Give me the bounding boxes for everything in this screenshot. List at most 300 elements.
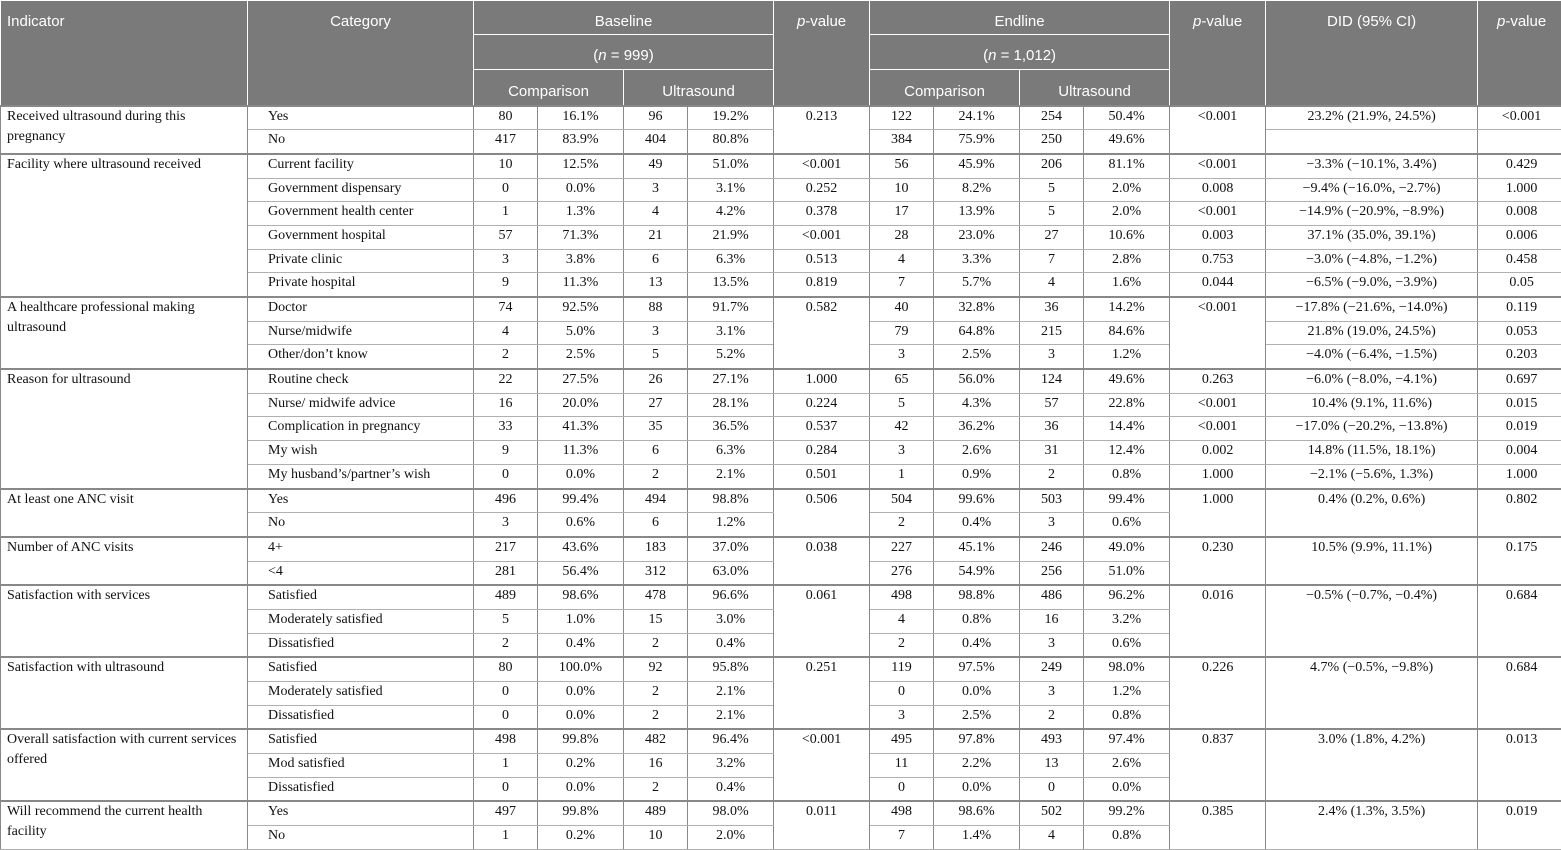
endline-pvalue-cell: 0.753	[1170, 249, 1266, 273]
endline-value-cell: 65	[870, 369, 934, 393]
table-row	[1, 801, 1561, 825]
baseline-value-cell: 9	[474, 441, 538, 465]
endline-value-cell: 3	[1020, 345, 1084, 369]
baseline-value-cell: 11.3%	[538, 441, 624, 465]
baseline-pvalue-cell: 0.819	[774, 273, 870, 297]
did-pvalue-cell	[1478, 130, 1561, 154]
endline-value-cell: 2	[870, 633, 934, 657]
endline-value-cell: 0.0%	[934, 682, 1020, 706]
endline-value-cell: 2	[1020, 464, 1084, 488]
baseline-pvalue-cell: 0.213	[774, 106, 870, 154]
baseline-value-cell: 33	[474, 417, 538, 441]
endline-value-cell: 3	[1020, 633, 1084, 657]
category-cell: Government dispensary	[248, 178, 474, 202]
did-pvalue-cell: 0.684	[1478, 585, 1561, 657]
baseline-value-cell: 92.5%	[538, 297, 624, 321]
table-row	[1, 657, 1561, 681]
did-pvalue-cell: 0.053	[1478, 321, 1561, 345]
baseline-value-cell: 56.4%	[538, 561, 624, 585]
did-pvalue-cell: 0.175	[1478, 537, 1561, 585]
baseline-value-cell: 489	[474, 585, 538, 609]
table-body	[1, 106, 1561, 850]
baseline-value-cell: 27	[624, 393, 688, 417]
table-header	[1, 1, 1561, 106]
baseline-value-cell: 3.1%	[688, 321, 774, 345]
endline-value-cell: 84.6%	[1084, 321, 1170, 345]
baseline-value-cell: 16.1%	[538, 106, 624, 130]
endline-value-cell: 504	[870, 489, 934, 513]
baseline-value-cell: 21	[624, 225, 688, 249]
baseline-value-cell: 0	[474, 705, 538, 729]
baseline-value-cell: 6.3%	[688, 441, 774, 465]
did-cell: −6.5% (−9.0%, −3.9%)	[1266, 273, 1478, 297]
endline-value-cell: 5.7%	[934, 273, 1020, 297]
category-cell: Government hospital	[248, 225, 474, 249]
baseline-value-cell: 4	[474, 321, 538, 345]
category-cell: Current facility	[248, 154, 474, 178]
endline-value-cell: 49.6%	[1084, 130, 1170, 154]
endline-value-cell: 36	[1020, 297, 1084, 321]
baseline-value-cell: 19.2%	[688, 106, 774, 130]
baseline-pvalue-cell: <0.001	[774, 729, 870, 801]
baseline-value-cell: 74	[474, 297, 538, 321]
baseline-value-cell: 1.2%	[688, 513, 774, 537]
endline-value-cell: 96.2%	[1084, 585, 1170, 609]
baseline-value-cell: 404	[624, 130, 688, 154]
endline-value-cell: 119	[870, 657, 934, 681]
endline-value-cell: 23.0%	[934, 225, 1020, 249]
endline-value-cell: 10.6%	[1084, 225, 1170, 249]
baseline-value-cell: 2	[624, 705, 688, 729]
baseline-value-cell: 6.3%	[688, 249, 774, 273]
baseline-value-cell: 83.9%	[538, 130, 624, 154]
did-cell: −3.0% (−4.8%, −1.2%)	[1266, 249, 1478, 273]
baseline-value-cell: 27.1%	[688, 369, 774, 393]
endline-pvalue-cell: 0.002	[1170, 441, 1266, 465]
did-cell: 10.4% (9.1%, 11.6%)	[1266, 393, 1478, 417]
category-cell: My wish	[248, 441, 474, 465]
category-cell: Dissatisfied	[248, 633, 474, 657]
endline-value-cell: 64.8%	[934, 321, 1020, 345]
category-cell: My husband’s/partner’s wish	[248, 464, 474, 488]
baseline-value-cell: 1.0%	[538, 609, 624, 633]
category-cell: Private clinic	[248, 249, 474, 273]
baseline-value-cell: 95.8%	[688, 657, 774, 681]
endline-pvalue-cell: 0.008	[1170, 178, 1266, 202]
endline-value-cell: 28	[870, 225, 934, 249]
baseline-value-cell: 312	[624, 561, 688, 585]
baseline-value-cell: 3	[624, 321, 688, 345]
baseline-value-cell: 13.5%	[688, 273, 774, 297]
did-pvalue-cell: 0.119	[1478, 297, 1561, 321]
table-row	[1, 585, 1561, 609]
endline-value-cell: 12.4%	[1084, 441, 1170, 465]
endline-value-cell: 254	[1020, 106, 1084, 130]
endline-pvalue-cell: 0.230	[1170, 537, 1266, 585]
endline-value-cell: 1.2%	[1084, 345, 1170, 369]
baseline-value-cell: 4	[624, 202, 688, 226]
did-pvalue-cell: 0.019	[1478, 417, 1561, 441]
endline-value-cell: 3.2%	[1084, 609, 1170, 633]
endline-value-cell: 2.5%	[934, 705, 1020, 729]
endline-value-cell: 99.2%	[1084, 801, 1170, 825]
endline-value-cell: 493	[1020, 729, 1084, 753]
did-pvalue-cell: 0.008	[1478, 202, 1561, 226]
endline-value-cell: 4	[1020, 826, 1084, 850]
table-row	[1, 729, 1561, 753]
baseline-value-cell: 51.0%	[688, 154, 774, 178]
endline-pvalue-cell: 0.837	[1170, 729, 1266, 801]
endline-value-cell: 2.0%	[1084, 202, 1170, 226]
baseline-value-cell: 11.3%	[538, 273, 624, 297]
baseline-value-cell: 22	[474, 369, 538, 393]
endline-value-cell: 0	[1020, 777, 1084, 801]
header-endline-comparison: Comparison	[870, 70, 1020, 106]
endline-value-cell: 98.0%	[1084, 657, 1170, 681]
endline-value-cell: 2.0%	[1084, 178, 1170, 202]
baseline-value-cell: 99.8%	[538, 801, 624, 825]
baseline-value-cell: 100.0%	[538, 657, 624, 681]
baseline-value-cell: 281	[474, 561, 538, 585]
endline-value-cell: 0.4%	[934, 513, 1020, 537]
baseline-value-cell: 1.3%	[538, 202, 624, 226]
header-baseline-ultrasound: Ultrasound	[624, 70, 774, 106]
endline-value-cell: 14.2%	[1084, 297, 1170, 321]
did-cell: −2.1% (−5.6%, 1.3%)	[1266, 464, 1478, 488]
endline-value-cell: 227	[870, 537, 934, 561]
baseline-value-cell: 80	[474, 657, 538, 681]
baseline-value-cell: 1	[474, 754, 538, 778]
baseline-value-cell: 497	[474, 801, 538, 825]
category-cell: <4	[248, 561, 474, 585]
did-pvalue-cell: 0.015	[1478, 393, 1561, 417]
baseline-value-cell: 0.2%	[538, 826, 624, 850]
indicator-cell: Satisfaction with ultrasound	[1, 657, 248, 729]
endline-pvalue-cell: 0.263	[1170, 369, 1266, 393]
endline-value-cell: 498	[870, 801, 934, 825]
endline-value-cell: 250	[1020, 130, 1084, 154]
endline-value-cell: 124	[1020, 369, 1084, 393]
table-row	[1, 297, 1561, 321]
baseline-value-cell: 0.6%	[538, 513, 624, 537]
endline-value-cell: 215	[1020, 321, 1084, 345]
baseline-pvalue-cell: 0.513	[774, 249, 870, 273]
baseline-value-cell: 5	[624, 345, 688, 369]
did-pvalue-cell: 0.684	[1478, 657, 1561, 729]
baseline-value-cell: 496	[474, 489, 538, 513]
endline-value-cell: 97.4%	[1084, 729, 1170, 753]
endline-value-cell: 0.6%	[1084, 633, 1170, 657]
endline-pvalue-cell: <0.001	[1170, 417, 1266, 441]
category-cell: 4+	[248, 537, 474, 561]
endline-value-cell: 4	[1020, 273, 1084, 297]
did-pvalue-cell: 0.006	[1478, 225, 1561, 249]
endline-value-cell: 24.1%	[934, 106, 1020, 130]
baseline-value-cell: 28.1%	[688, 393, 774, 417]
baseline-value-cell: 2.0%	[688, 826, 774, 850]
endline-pvalue-cell: <0.001	[1170, 154, 1266, 178]
endline-value-cell: 97.5%	[934, 657, 1020, 681]
baseline-value-cell: 2.1%	[688, 682, 774, 706]
endline-pvalue-cell: <0.001	[1170, 202, 1266, 226]
baseline-value-cell: 3	[624, 178, 688, 202]
header-pvalue-baseline: p-value	[774, 1, 870, 106]
did-cell: −6.0% (−8.0%, −4.1%)	[1266, 369, 1478, 393]
endline-value-cell: 4.3%	[934, 393, 1020, 417]
baseline-value-cell: 10	[624, 826, 688, 850]
baseline-value-cell: 63.0%	[688, 561, 774, 585]
baseline-pvalue-cell: 0.038	[774, 537, 870, 585]
endline-value-cell: 5	[1020, 178, 1084, 202]
endline-value-cell: 81.1%	[1084, 154, 1170, 178]
baseline-value-cell: 92	[624, 657, 688, 681]
baseline-value-cell: 96.4%	[688, 729, 774, 753]
did-cell: −14.9% (−20.9%, −8.9%)	[1266, 202, 1478, 226]
endline-value-cell: 16	[1020, 609, 1084, 633]
baseline-value-cell: 5	[474, 609, 538, 633]
baseline-pvalue-cell: 0.252	[774, 178, 870, 202]
category-cell: Mod satisfied	[248, 754, 474, 778]
baseline-value-cell: 6	[624, 513, 688, 537]
endline-value-cell: 2.8%	[1084, 249, 1170, 273]
baseline-value-cell: 98.0%	[688, 801, 774, 825]
baseline-value-cell: 57	[474, 225, 538, 249]
did-cell: 37.1% (35.0%, 39.1%)	[1266, 225, 1478, 249]
did-pvalue-cell: 0.203	[1478, 345, 1561, 369]
indicator-cell: At least one ANC visit	[1, 489, 248, 537]
baseline-value-cell: 16	[474, 393, 538, 417]
baseline-value-cell: 2	[624, 777, 688, 801]
endline-value-cell: 7	[870, 273, 934, 297]
baseline-value-cell: 2	[474, 345, 538, 369]
category-cell: Satisfied	[248, 729, 474, 753]
endline-value-cell: 49.6%	[1084, 369, 1170, 393]
endline-value-cell: 75.9%	[934, 130, 1020, 154]
baseline-value-cell: 26	[624, 369, 688, 393]
endline-pvalue-cell: 0.226	[1170, 657, 1266, 729]
baseline-value-cell: 0.0%	[538, 464, 624, 488]
did-pvalue-cell: <0.001	[1478, 106, 1561, 130]
endline-value-cell: 206	[1020, 154, 1084, 178]
baseline-pvalue-cell: 0.284	[774, 441, 870, 465]
did-cell: 10.5% (9.9%, 11.1%)	[1266, 537, 1478, 585]
did-cell: 23.2% (21.9%, 24.5%)	[1266, 106, 1478, 130]
endline-pvalue-cell: 0.003	[1170, 225, 1266, 249]
endline-value-cell: 0.0%	[1084, 777, 1170, 801]
category-cell: No	[248, 826, 474, 850]
endline-value-cell: 0.4%	[934, 633, 1020, 657]
baseline-value-cell: 0.0%	[538, 777, 624, 801]
category-cell: Government health center	[248, 202, 474, 226]
did-pvalue-cell: 1.000	[1478, 464, 1561, 488]
indicator-cell: A healthcare professional making ultrasound	[1, 297, 248, 369]
baseline-value-cell: 43.6%	[538, 537, 624, 561]
baseline-value-cell: 494	[624, 489, 688, 513]
endline-value-cell: 1	[870, 464, 934, 488]
did-cell: 2.4% (1.3%, 3.5%)	[1266, 801, 1478, 849]
category-cell: Satisfied	[248, 585, 474, 609]
baseline-value-cell: 2	[474, 633, 538, 657]
endline-value-cell: 246	[1020, 537, 1084, 561]
endline-value-cell: 49.0%	[1084, 537, 1170, 561]
endline-value-cell: 1.6%	[1084, 273, 1170, 297]
baseline-value-cell: 0.4%	[688, 777, 774, 801]
category-cell: Complication in pregnancy	[248, 417, 474, 441]
endline-value-cell: 97.8%	[934, 729, 1020, 753]
baseline-value-cell: 2	[624, 633, 688, 657]
endline-value-cell: 36	[1020, 417, 1084, 441]
indicator-cell: Received ultrasound during this pregnancy	[1, 106, 248, 154]
endline-pvalue-cell: <0.001	[1170, 106, 1266, 154]
baseline-value-cell: 37.0%	[688, 537, 774, 561]
baseline-value-cell: 10	[474, 154, 538, 178]
did-cell: 4.7% (−0.5%, −9.8%)	[1266, 657, 1478, 729]
baseline-value-cell: 16	[624, 754, 688, 778]
baseline-value-cell: 2.1%	[688, 464, 774, 488]
baseline-pvalue-cell: 0.537	[774, 417, 870, 441]
endline-value-cell: 2	[1020, 705, 1084, 729]
indicator-cell: Overall satisfaction with current services offered	[1, 729, 248, 801]
baseline-value-cell: 3.1%	[688, 178, 774, 202]
endline-value-cell: 32.8%	[934, 297, 1020, 321]
header-endline-n: (n = 1,012)	[870, 35, 1170, 70]
endline-value-cell: 0.0%	[934, 777, 1020, 801]
did-cell: −4.0% (−6.4%, −1.5%)	[1266, 345, 1478, 369]
endline-value-cell: 40	[870, 297, 934, 321]
baseline-value-cell: 21.9%	[688, 225, 774, 249]
category-cell: Private hospital	[248, 273, 474, 297]
did-cell: −17.8% (−21.6%, −14.0%)	[1266, 297, 1478, 321]
did-cell: 0.4% (0.2%, 0.6%)	[1266, 489, 1478, 537]
table-row	[1, 154, 1561, 178]
endline-value-cell: 1.4%	[934, 826, 1020, 850]
baseline-value-cell: 5.2%	[688, 345, 774, 369]
baseline-value-cell: 96	[624, 106, 688, 130]
did-pvalue-cell: 0.013	[1478, 729, 1561, 801]
baseline-pvalue-cell: <0.001	[774, 225, 870, 249]
endline-value-cell: 1.2%	[1084, 682, 1170, 706]
endline-value-cell: 56.0%	[934, 369, 1020, 393]
endline-value-cell: 2.2%	[934, 754, 1020, 778]
category-cell: Doctor	[248, 297, 474, 321]
baseline-value-cell: 417	[474, 130, 538, 154]
did-pvalue-cell: 0.05	[1478, 273, 1561, 297]
endline-value-cell: 0.6%	[1084, 513, 1170, 537]
endline-value-cell: 7	[1020, 249, 1084, 273]
baseline-value-cell: 498	[474, 729, 538, 753]
endline-pvalue-cell: <0.001	[1170, 393, 1266, 417]
did-cell: 3.0% (1.8%, 4.2%)	[1266, 729, 1478, 801]
endline-value-cell: 7	[870, 826, 934, 850]
table-row	[1, 369, 1561, 393]
indicator-cell: Will recommend the current health facility	[1, 801, 248, 849]
endline-value-cell: 4	[870, 609, 934, 633]
endline-pvalue-cell: 1.000	[1170, 464, 1266, 488]
did-cell: −0.5% (−0.7%, −0.4%)	[1266, 585, 1478, 657]
baseline-value-cell: 9	[474, 273, 538, 297]
endline-value-cell: 13	[1020, 754, 1084, 778]
did-pvalue-cell: 1.000	[1478, 178, 1561, 202]
baseline-value-cell: 2.5%	[538, 345, 624, 369]
indicator-cell: Satisfaction with services	[1, 585, 248, 657]
baseline-value-cell: 4.2%	[688, 202, 774, 226]
baseline-value-cell: 2	[624, 682, 688, 706]
baseline-value-cell: 183	[624, 537, 688, 561]
baseline-value-cell: 13	[624, 273, 688, 297]
endline-value-cell: 3	[870, 345, 934, 369]
baseline-value-cell: 35	[624, 417, 688, 441]
endline-value-cell: 495	[870, 729, 934, 753]
did-pvalue-cell: 0.019	[1478, 801, 1561, 849]
endline-value-cell: 503	[1020, 489, 1084, 513]
did-pvalue-cell: 0.458	[1478, 249, 1561, 273]
endline-value-cell: 0.9%	[934, 464, 1020, 488]
indicator-cell: Reason for ultrasound	[1, 369, 248, 488]
endline-value-cell: 99.6%	[934, 489, 1020, 513]
endline-value-cell: 27	[1020, 225, 1084, 249]
baseline-pvalue-cell: 0.224	[774, 393, 870, 417]
endline-value-cell: 56	[870, 154, 934, 178]
endline-pvalue-cell: <0.001	[1170, 297, 1266, 369]
endline-value-cell: 42	[870, 417, 934, 441]
endline-value-cell: 384	[870, 130, 934, 154]
category-cell: Yes	[248, 489, 474, 513]
endline-value-cell: 3	[870, 441, 934, 465]
header-baseline-n: (n = 999)	[474, 35, 774, 70]
endline-value-cell: 14.4%	[1084, 417, 1170, 441]
did-cell: −3.3% (−10.1%, 3.4%)	[1266, 154, 1478, 178]
baseline-value-cell: 6	[624, 249, 688, 273]
baseline-pvalue-cell: 0.582	[774, 297, 870, 369]
endline-value-cell: 3.3%	[934, 249, 1020, 273]
baseline-value-cell: 0	[474, 178, 538, 202]
category-cell: No	[248, 513, 474, 537]
baseline-value-cell: 99.8%	[538, 729, 624, 753]
category-cell: Yes	[248, 106, 474, 130]
header-did: DID (95% CI)	[1266, 1, 1478, 106]
baseline-value-cell: 98.8%	[688, 489, 774, 513]
did-cell: −17.0% (−20.2%, −13.8%)	[1266, 417, 1478, 441]
endline-value-cell: 31	[1020, 441, 1084, 465]
baseline-value-cell: 0	[474, 464, 538, 488]
baseline-pvalue-cell: 0.251	[774, 657, 870, 729]
baseline-value-cell: 217	[474, 537, 538, 561]
header-baseline-comparison: Comparison	[474, 70, 624, 106]
baseline-pvalue-cell: 0.061	[774, 585, 870, 657]
endline-value-cell: 45.9%	[934, 154, 1020, 178]
header-endline: Endline	[870, 1, 1170, 35]
category-cell: Routine check	[248, 369, 474, 393]
endline-value-cell: 17	[870, 202, 934, 226]
endline-value-cell: 11	[870, 754, 934, 778]
endline-value-cell: 4	[870, 249, 934, 273]
baseline-pvalue-cell: 1.000	[774, 369, 870, 393]
endline-pvalue-cell: 0.385	[1170, 801, 1266, 849]
category-cell: Satisfied	[248, 657, 474, 681]
category-cell: Yes	[248, 801, 474, 825]
endline-value-cell: 13.9%	[934, 202, 1020, 226]
endline-value-cell: 45.1%	[934, 537, 1020, 561]
endline-value-cell: 50.4%	[1084, 106, 1170, 130]
did-pvalue-cell: 0.004	[1478, 441, 1561, 465]
baseline-pvalue-cell: <0.001	[774, 154, 870, 178]
category-cell: Dissatisfied	[248, 777, 474, 801]
baseline-value-cell: 3	[474, 513, 538, 537]
endline-value-cell: 3	[1020, 682, 1084, 706]
baseline-value-cell: 0.4%	[688, 633, 774, 657]
baseline-value-cell: 2.1%	[688, 705, 774, 729]
endline-value-cell: 276	[870, 561, 934, 585]
